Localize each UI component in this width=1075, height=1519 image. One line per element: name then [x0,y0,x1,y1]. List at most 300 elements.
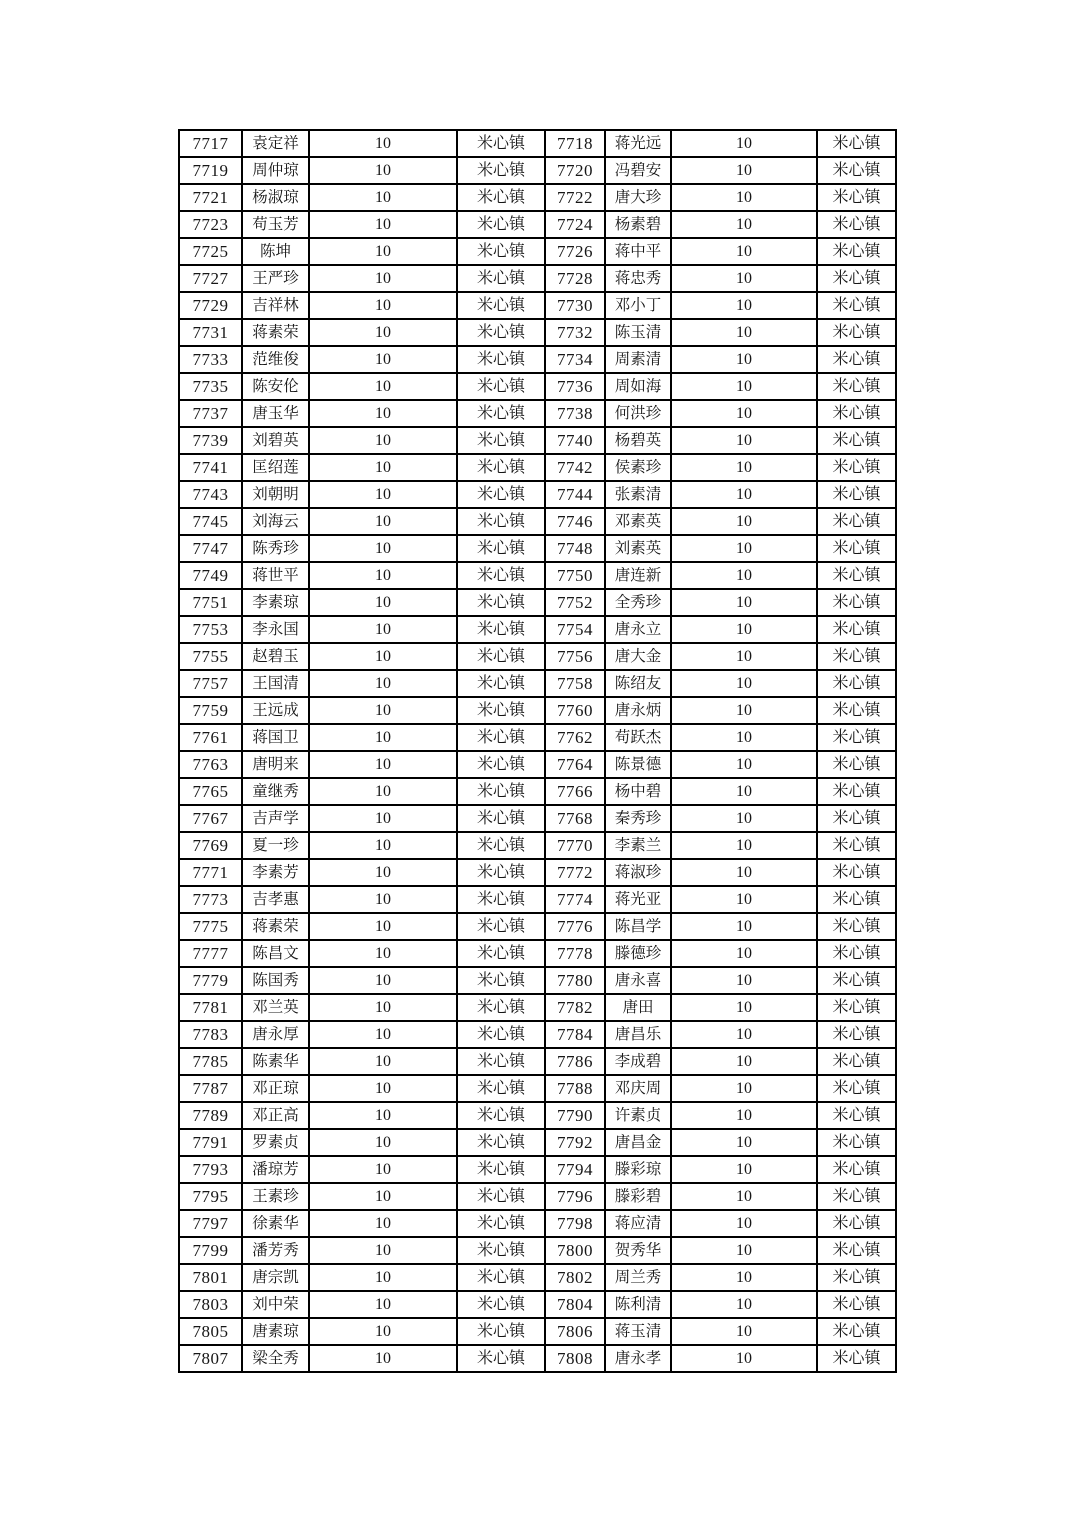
town-cell: 米心镇 [817,1129,896,1156]
town-cell: 米心镇 [817,832,896,859]
name-cell: 徐素华 [242,1210,309,1237]
score-cell: 10 [309,1264,457,1291]
table-row [179,886,896,913]
name-cell: 陈国秀 [242,967,309,994]
score-cell: 10 [671,832,817,859]
table-row [179,1264,896,1291]
score-cell: 10 [309,1102,457,1129]
name-cell: 陈昌文 [242,940,309,967]
name-cell: 梁全秀 [242,1345,309,1372]
table-row [179,454,896,481]
name-cell: 李素琼 [242,589,309,616]
table-row [179,724,896,751]
name-cell: 唐素琼 [242,1318,309,1345]
name-cell: 陈坤 [242,238,309,265]
roster-table [178,129,897,1373]
town-cell: 米心镇 [457,184,545,211]
serial-cell: 7789 [179,1102,242,1129]
serial-cell: 7792 [545,1129,605,1156]
name-cell: 蒋淑珍 [605,859,671,886]
town-cell: 米心镇 [457,1075,545,1102]
serial-cell: 7724 [545,211,605,238]
name-cell: 冯碧安 [605,157,671,184]
name-cell: 贺秀华 [605,1237,671,1264]
town-cell: 米心镇 [457,508,545,535]
name-cell: 杨中碧 [605,778,671,805]
score-cell: 10 [671,265,817,292]
name-cell: 蒋光远 [605,130,671,157]
score-cell: 10 [309,1345,457,1372]
table-row [179,1048,896,1075]
score-cell: 10 [309,481,457,508]
name-cell: 滕彩琼 [605,1156,671,1183]
serial-cell: 7763 [179,751,242,778]
serial-cell: 7765 [179,778,242,805]
serial-cell: 7793 [179,1156,242,1183]
name-cell: 蒋中平 [605,238,671,265]
score-cell: 10 [309,1318,457,1345]
town-cell: 米心镇 [817,940,896,967]
score-cell: 10 [671,913,817,940]
name-cell: 唐大金 [605,643,671,670]
town-cell: 米心镇 [817,1102,896,1129]
town-cell: 米心镇 [457,697,545,724]
score-cell: 10 [671,859,817,886]
town-cell: 米心镇 [817,508,896,535]
name-cell: 周如海 [605,373,671,400]
town-cell: 米心镇 [817,346,896,373]
serial-cell: 7781 [179,994,242,1021]
name-cell: 蒋世平 [242,562,309,589]
name-cell: 李素芳 [242,859,309,886]
town-cell: 米心镇 [817,751,896,778]
score-cell: 10 [309,184,457,211]
table-row [179,670,896,697]
name-cell: 滕德珍 [605,940,671,967]
name-cell: 潘芳秀 [242,1237,309,1264]
score-cell: 10 [309,913,457,940]
name-cell: 吉声学 [242,805,309,832]
town-cell: 米心镇 [457,265,545,292]
town-cell: 米心镇 [817,319,896,346]
table-row [179,157,896,184]
score-cell: 10 [671,319,817,346]
town-cell: 米心镇 [817,1183,896,1210]
name-cell: 唐宗凯 [242,1264,309,1291]
town-cell: 米心镇 [817,130,896,157]
name-cell: 陈安伦 [242,373,309,400]
town-cell: 米心镇 [817,1048,896,1075]
name-cell: 杨淑琼 [242,184,309,211]
serial-cell: 7762 [545,724,605,751]
table-row [179,751,896,778]
serial-cell: 7748 [545,535,605,562]
serial-cell: 7770 [545,832,605,859]
name-cell: 蒋玉清 [605,1318,671,1345]
serial-cell: 7759 [179,697,242,724]
name-cell: 唐永喜 [605,967,671,994]
town-cell: 米心镇 [457,373,545,400]
town-cell: 米心镇 [457,1345,545,1372]
serial-cell: 7777 [179,940,242,967]
town-cell: 米心镇 [457,859,545,886]
serial-cell: 7768 [545,805,605,832]
name-cell: 王国清 [242,670,309,697]
table-row [179,130,896,157]
score-cell: 10 [671,1183,817,1210]
name-cell: 唐田 [605,994,671,1021]
name-cell: 李素兰 [605,832,671,859]
name-cell: 陈秀珍 [242,535,309,562]
serial-cell: 7727 [179,265,242,292]
score-cell: 10 [309,1183,457,1210]
town-cell: 米心镇 [457,1129,545,1156]
serial-cell: 7774 [545,886,605,913]
name-cell: 刘碧英 [242,427,309,454]
town-cell: 米心镇 [817,1075,896,1102]
town-cell: 米心镇 [817,1264,896,1291]
serial-cell: 7722 [545,184,605,211]
name-cell: 许素贞 [605,1102,671,1129]
name-cell: 刘中荣 [242,1291,309,1318]
town-cell: 米心镇 [457,1102,545,1129]
score-cell: 10 [309,1021,457,1048]
town-cell: 米心镇 [457,913,545,940]
town-cell: 米心镇 [817,994,896,1021]
serial-cell: 7775 [179,913,242,940]
town-cell: 米心镇 [457,832,545,859]
town-cell: 米心镇 [457,1183,545,1210]
serial-cell: 7751 [179,589,242,616]
town-cell: 米心镇 [817,562,896,589]
serial-cell: 7753 [179,616,242,643]
town-cell: 米心镇 [457,940,545,967]
score-cell: 10 [671,589,817,616]
serial-cell: 7784 [545,1021,605,1048]
score-cell: 10 [309,562,457,589]
town-cell: 米心镇 [817,184,896,211]
town-cell: 米心镇 [457,481,545,508]
serial-cell: 7757 [179,670,242,697]
table-row [179,1021,896,1048]
serial-cell: 7729 [179,292,242,319]
town-cell: 米心镇 [817,211,896,238]
serial-cell: 7756 [545,643,605,670]
table-row [179,994,896,1021]
serial-cell: 7754 [545,616,605,643]
serial-cell: 7755 [179,643,242,670]
name-cell: 袁定祥 [242,130,309,157]
town-cell: 米心镇 [457,967,545,994]
name-cell: 潘琼芳 [242,1156,309,1183]
serial-cell: 7780 [545,967,605,994]
name-cell: 唐昌乐 [605,1021,671,1048]
table-row [179,1318,896,1345]
serial-cell: 7741 [179,454,242,481]
table-row [179,211,896,238]
name-cell: 何洪珍 [605,400,671,427]
town-cell: 米心镇 [457,427,545,454]
score-cell: 10 [309,886,457,913]
score-cell: 10 [309,616,457,643]
score-cell: 10 [309,643,457,670]
town-cell: 米心镇 [817,1156,896,1183]
score-cell: 10 [309,589,457,616]
score-cell: 10 [309,427,457,454]
name-cell: 吉孝惠 [242,886,309,913]
serial-cell: 7787 [179,1075,242,1102]
name-cell: 唐玉华 [242,400,309,427]
serial-cell: 7737 [179,400,242,427]
name-cell: 周兰秀 [605,1264,671,1291]
name-cell: 陈玉清 [605,319,671,346]
town-cell: 米心镇 [457,1048,545,1075]
score-cell: 10 [671,157,817,184]
town-cell: 米心镇 [457,535,545,562]
serial-cell: 7794 [545,1156,605,1183]
table-row [179,913,896,940]
town-cell: 米心镇 [817,1021,896,1048]
table-row [179,1156,896,1183]
score-cell: 10 [309,130,457,157]
serial-cell: 7808 [545,1345,605,1372]
serial-cell: 7740 [545,427,605,454]
score-cell: 10 [309,751,457,778]
name-cell: 刘素英 [605,535,671,562]
name-cell: 唐连新 [605,562,671,589]
table-row [179,940,896,967]
table-row [179,319,896,346]
town-cell: 米心镇 [817,1237,896,1264]
serial-cell: 7786 [545,1048,605,1075]
score-cell: 10 [671,184,817,211]
score-cell: 10 [671,481,817,508]
name-cell: 邓兰英 [242,994,309,1021]
serial-cell: 7726 [545,238,605,265]
score-cell: 10 [309,859,457,886]
score-cell: 10 [671,346,817,373]
serial-cell: 7752 [545,589,605,616]
town-cell: 米心镇 [817,616,896,643]
score-cell: 10 [671,805,817,832]
table-row [179,373,896,400]
name-cell: 童继秀 [242,778,309,805]
serial-cell: 7785 [179,1048,242,1075]
serial-cell: 7804 [545,1291,605,1318]
serial-cell: 7745 [179,508,242,535]
town-cell: 米心镇 [457,616,545,643]
name-cell: 王严珍 [242,265,309,292]
score-cell: 10 [671,454,817,481]
score-cell: 10 [671,778,817,805]
serial-cell: 7800 [545,1237,605,1264]
town-cell: 米心镇 [817,400,896,427]
table-row [179,1075,896,1102]
serial-cell: 7799 [179,1237,242,1264]
name-cell: 唐明来 [242,751,309,778]
score-cell: 10 [671,508,817,535]
score-cell: 10 [671,670,817,697]
score-cell: 10 [671,1318,817,1345]
name-cell: 夏一珍 [242,832,309,859]
serial-cell: 7723 [179,211,242,238]
serial-cell: 7764 [545,751,605,778]
score-cell: 10 [671,1021,817,1048]
score-cell: 10 [671,751,817,778]
town-cell: 米心镇 [457,1237,545,1264]
name-cell: 唐永孝 [605,1345,671,1372]
town-cell: 米心镇 [817,967,896,994]
serial-cell: 7771 [179,859,242,886]
town-cell: 米心镇 [457,778,545,805]
town-cell: 米心镇 [457,1210,545,1237]
score-cell: 10 [671,1156,817,1183]
score-cell: 10 [671,535,817,562]
town-cell: 米心镇 [457,157,545,184]
town-cell: 米心镇 [817,724,896,751]
name-cell: 王远成 [242,697,309,724]
score-cell: 10 [671,1264,817,1291]
name-cell: 匡绍莲 [242,454,309,481]
serial-cell: 7788 [545,1075,605,1102]
town-cell: 米心镇 [457,751,545,778]
name-cell: 侯素珍 [605,454,671,481]
score-cell: 10 [671,994,817,1021]
town-cell: 米心镇 [817,265,896,292]
name-cell: 陈绍友 [605,670,671,697]
score-cell: 10 [671,1048,817,1075]
town-cell: 米心镇 [817,778,896,805]
table-row [179,643,896,670]
name-cell: 蒋光亚 [605,886,671,913]
score-cell: 10 [309,805,457,832]
score-cell: 10 [671,1345,817,1372]
serial-cell: 7719 [179,157,242,184]
serial-cell: 7717 [179,130,242,157]
table-row [179,1345,896,1372]
name-cell: 周仲琼 [242,157,309,184]
name-cell: 蒋国卫 [242,724,309,751]
serial-cell: 7734 [545,346,605,373]
name-cell: 唐永厚 [242,1021,309,1048]
table-row [179,1102,896,1129]
town-cell: 米心镇 [817,1291,896,1318]
score-cell: 10 [671,1102,817,1129]
serial-cell: 7803 [179,1291,242,1318]
name-cell: 刘朝明 [242,481,309,508]
serial-cell: 7738 [545,400,605,427]
score-cell: 10 [309,778,457,805]
town-cell: 米心镇 [457,319,545,346]
score-cell: 10 [671,886,817,913]
town-cell: 米心镇 [817,913,896,940]
name-cell: 蒋应清 [605,1210,671,1237]
town-cell: 米心镇 [457,994,545,1021]
score-cell: 10 [309,265,457,292]
name-cell: 蒋忠秀 [605,265,671,292]
serial-cell: 7720 [545,157,605,184]
table-row [179,427,896,454]
town-cell: 米心镇 [817,697,896,724]
table-row [179,535,896,562]
score-cell: 10 [671,400,817,427]
name-cell: 苟跃杰 [605,724,671,751]
serial-cell: 7732 [545,319,605,346]
town-cell: 米心镇 [817,373,896,400]
table-row [179,589,896,616]
name-cell: 邓小丁 [605,292,671,319]
score-cell: 10 [309,994,457,1021]
serial-cell: 7736 [545,373,605,400]
town-cell: 米心镇 [817,805,896,832]
table-row [179,1183,896,1210]
table-row [179,1129,896,1156]
town-cell: 米心镇 [457,724,545,751]
town-cell: 米心镇 [457,1318,545,1345]
serial-cell: 7725 [179,238,242,265]
town-cell: 米心镇 [457,805,545,832]
serial-cell: 7795 [179,1183,242,1210]
name-cell: 唐永炳 [605,697,671,724]
score-cell: 10 [309,157,457,184]
serial-cell: 7750 [545,562,605,589]
table-row [179,697,896,724]
serial-cell: 7805 [179,1318,242,1345]
score-cell: 10 [309,724,457,751]
town-cell: 米心镇 [817,535,896,562]
name-cell: 邓正高 [242,1102,309,1129]
name-cell: 陈利清 [605,1291,671,1318]
serial-cell: 7721 [179,184,242,211]
name-cell: 唐大珍 [605,184,671,211]
serial-cell: 7773 [179,886,242,913]
town-cell: 米心镇 [457,1291,545,1318]
table-row [179,1210,896,1237]
town-cell: 米心镇 [457,346,545,373]
name-cell: 陈素华 [242,1048,309,1075]
score-cell: 10 [671,616,817,643]
town-cell: 米心镇 [457,1156,545,1183]
town-cell: 米心镇 [457,670,545,697]
town-cell: 米心镇 [817,589,896,616]
town-cell: 米心镇 [457,130,545,157]
serial-cell: 7779 [179,967,242,994]
score-cell: 10 [309,454,457,481]
score-cell: 10 [309,1291,457,1318]
serial-cell: 7742 [545,454,605,481]
table-row [179,481,896,508]
serial-cell: 7796 [545,1183,605,1210]
score-cell: 10 [671,1210,817,1237]
serial-cell: 7782 [545,994,605,1021]
serial-cell: 7746 [545,508,605,535]
score-cell: 10 [309,535,457,562]
name-cell: 唐永立 [605,616,671,643]
town-cell: 米心镇 [457,1264,545,1291]
serial-cell: 7791 [179,1129,242,1156]
name-cell: 蒋素荣 [242,913,309,940]
town-cell: 米心镇 [817,670,896,697]
serial-cell: 7744 [545,481,605,508]
table-row [179,616,896,643]
score-cell: 10 [309,1048,457,1075]
town-cell: 米心镇 [817,1318,896,1345]
serial-cell: 7783 [179,1021,242,1048]
town-cell: 米心镇 [817,238,896,265]
score-cell: 10 [309,373,457,400]
name-cell: 蒋素荣 [242,319,309,346]
serial-cell: 7735 [179,373,242,400]
